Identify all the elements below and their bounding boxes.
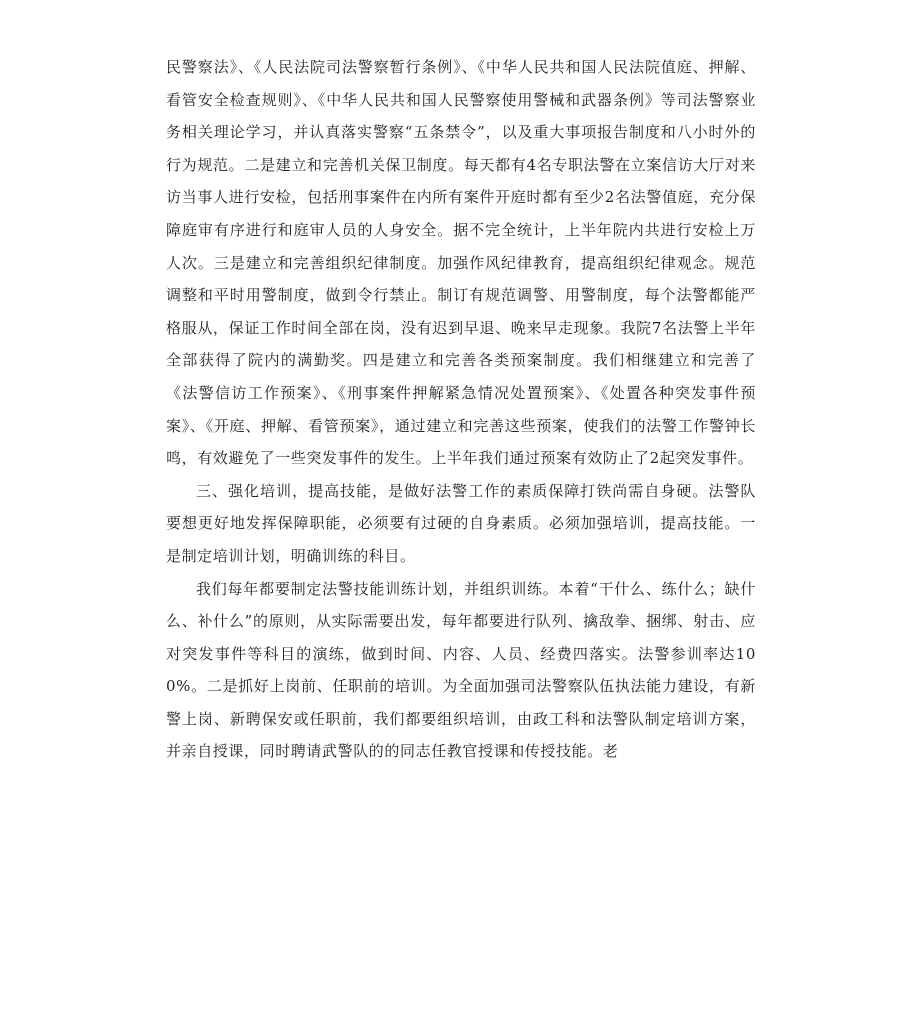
paragraph-continuation: 民警察法》、《人民法院司法警察暂行条例》、《中华人民共和国人民法院值庭、押解、看管安全检查规则》、《中华人民共和国人民警察使用警械和武器条例》等司法警察业务相关理论学习，并认真落实警察“五条禁令”，以及重大事项报告制度和八小时外的行为规范。二是建立和完善机关保卫制度。每天都有4名专职法警在立案信访大厅对来访当事人进行安检，包括刑事案件在内所有案件开庭时都有至少2名法警值庭，充分保障庭审有序进行和庭审人员的人身安全。据不完全统计，上半年院内共进行安检上万人次。三是建立和完善组织纪律制度。加强作风纪律教育，提高组织纪律观念。规范调整和平时用警制度，做到令行禁止。制订有规范调警、用警制度，每个法警都能严格服从，保证工作时间全部在岗，没有迟到早退、晚来早走现象。我院7名法警上半年全部获得了院内的满勤奖。四是建立和完善各类预案制度。我们相继建立和完善了《法警信访工作预案》、《刑事案件押解紧急情况处置预案》、《处置各种突发事件预案》、《开庭、押解、看管预案》，通过建立和完善这些预案，使我们的法警工作警钟长鸣，有效避免了一些突发事件的发生。上半年我们通过预案有效防止了2起突发事件。	[166, 58, 756, 468]
paragraph-training-intro: 三、强化培训，提高技能，是做好法警工作的素质保障打铁尚需自身硬。法警队要想更好地发挥保障职能，必须要有过硬的自身素质。必须加强培训，提高技能。一是制定培训计划，明确训练的科目。	[166, 481, 756, 565]
paragraph-training-plan: 我们每年都要制定法警技能训练计划，并组织训练。本着“干什么、练什么；缺什么、补什么”的原则，从实际需要出发，每年都要进行队列、擒敌拳、捆绑、射击、应对突发事件等科目的演练，做到时间、内容、人员、经费四落实。法警参训率达100%。二是抓好上岗前、任职前的培训。为全面加强司法警察队伍执法能力建设，有新警上岗、新聘保安或任职前，我们都要组织培训，由政工科和法警队制定培训方案，并亲自授课，同时聘请武警队的的同志任教官授课和传授技能。老	[166, 579, 756, 761]
document-body	[166, 51, 756, 768]
